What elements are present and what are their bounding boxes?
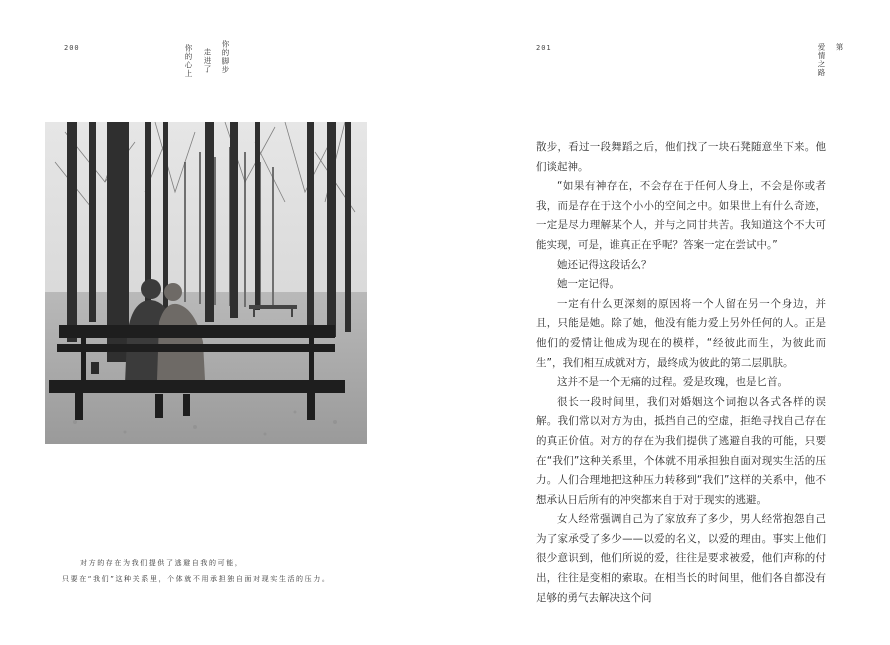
right-page: [445, 0, 890, 645]
page-number-right: 201: [536, 44, 552, 52]
running-head-line-3: 你的心上: [184, 44, 193, 78]
body-text: [536, 138, 826, 608]
paragraph: “如果有神存在，不会存在于任何人身上，不会是你或者我，而是存在于这个小小的空间之中。如果世上有什么奇迹，一定是尽力理解某个人，并与之同甘共苦。我知道这个不大可能实现，可是，谁真正在乎呢？答案一定在尝试中。”: [536, 180, 826, 251]
paragraph: 很长一段时间里，我们对婚姻这个词抱以各式各样的误解。我们常以对方为由，抵挡自己的空虚，拒绝寻找自己存在的真正价值。对方的存在为我们提供了逃避自我的可能，只要在“我们”这种关系里，个体就不用承担独自面对现实生活的压力。人们合理地把这种压力转移到“我们”这样的关系中，他不想承认日后所有的冲突都来自于对于现实的逃避。: [536, 395, 826, 506]
paragraph: 一定有什么更深刻的原因将一个人留在另一个身边，并且，只能是她。除了她，他没有能力爱上另外任何的人。正是他们的爱情让他成为现在的模样，“经彼此而生，为彼此而生”，我们相互成就对方，最终成为彼此的第二层肌肤。: [536, 297, 826, 369]
paragraph: 这并不是一个无痛的过程。爱是玫瑰，也是匕首。: [557, 376, 788, 389]
running-head-chapter-label: 第: [835, 43, 844, 52]
running-head-line-1: 你的脚步: [221, 40, 230, 74]
photo-caption-line-2: 只要在“我们”这种关系里，个体就不用承担独自面对现实生活的压力。: [62, 575, 331, 583]
paragraph: 散步，看过一段舞蹈之后，他们找了一块石凳随意坐下来。他们谈起神。: [536, 141, 826, 173]
running-head-chapter-title: 爱情之路: [817, 43, 826, 77]
couple-on-bench-photo: [45, 122, 367, 444]
photo-illustration: [45, 122, 367, 444]
paragraph: 女人经常强调自己为了家放弃了多少，男人经常抱怨自己为了家承受了多少——以爱的名义，以爱的理由。事实上他们很少意识到，他们所说的爱，往往是要求被爱，他们声称的付出，往往是变相的索取。在相当长的时间里，他们各自都没有足够的勇气去解决这个问: [536, 513, 826, 604]
photo-caption-line-1: 对方的存在为我们提供了逃避自我的可能，: [80, 559, 244, 567]
page-number-left: 200: [64, 44, 80, 52]
paragraph: 她还记得这段话么？: [557, 258, 652, 271]
running-head-line-2: 走进了: [203, 48, 212, 74]
paragraph: 她一定记得。: [557, 278, 620, 291]
